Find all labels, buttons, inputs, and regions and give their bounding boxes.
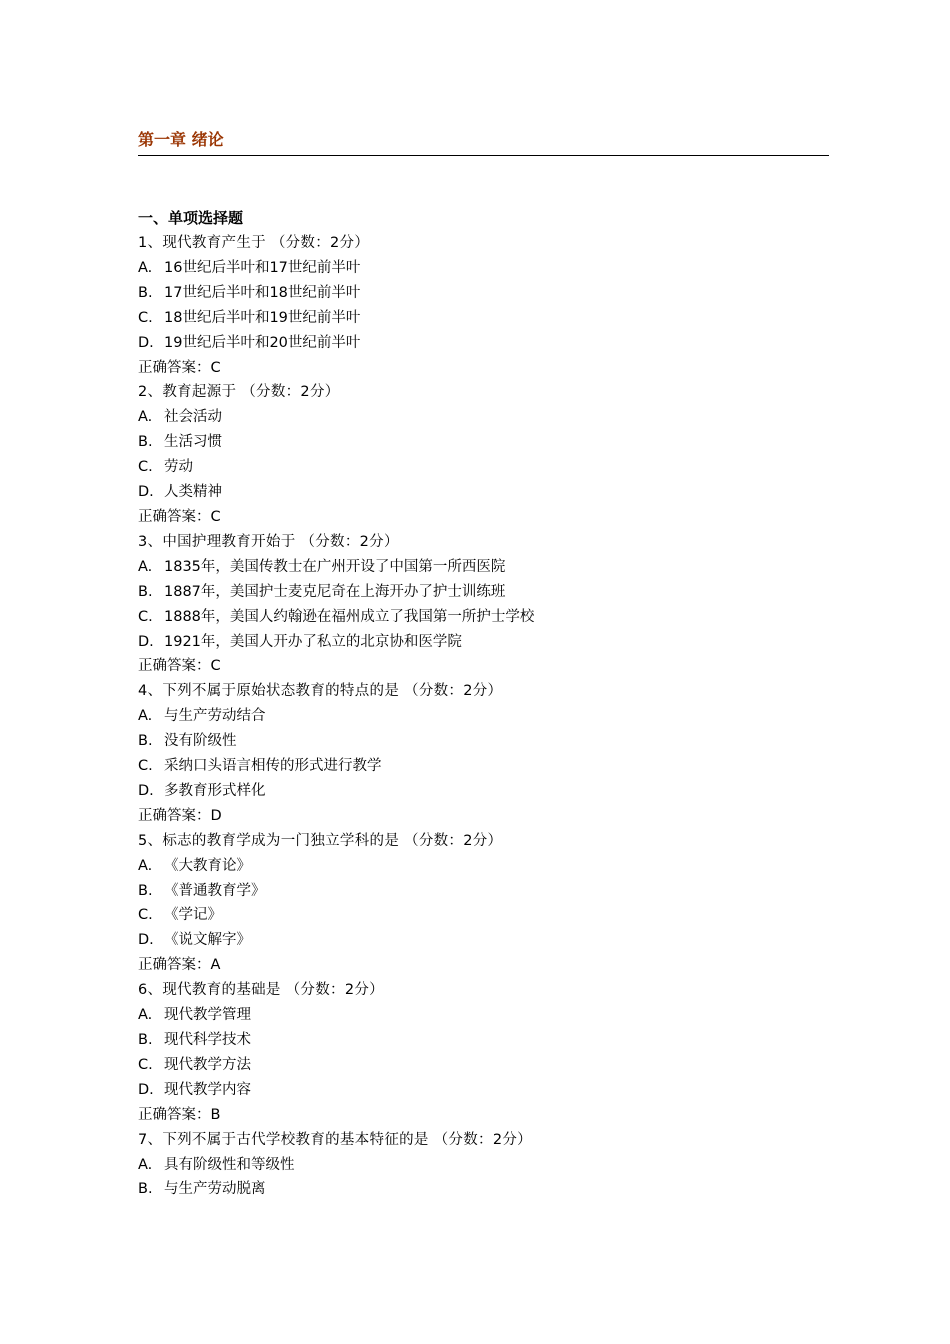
option-letter: D. (138, 1081, 154, 1098)
option-text: 《大教育论》 (164, 857, 251, 874)
option-letter: D. (138, 932, 154, 949)
option-text: 16世纪后半叶和17世纪前半叶 (164, 259, 361, 276)
option-letter: C. (138, 309, 153, 326)
option-letter: D. (138, 633, 154, 650)
answer-option (138, 704, 534, 729)
option-letter: B. (138, 434, 153, 451)
answer-option (138, 779, 534, 804)
option-text: 《学记》 (164, 907, 222, 924)
question-stem: 1、现代教育产生于 （分数：2分） (138, 235, 370, 251)
section-title: 一、单项选择题 (138, 209, 244, 227)
answer-option (138, 1028, 534, 1053)
answer-option (138, 580, 534, 605)
answer-option (138, 555, 534, 580)
option-text: 1888年，美国人约翰逊在福州成立了我国第一所护士学校 (164, 608, 535, 625)
answer-option (138, 729, 534, 754)
correct-answer: 正确答案：C (138, 359, 221, 376)
answer-option (138, 331, 534, 356)
answer-option (138, 430, 534, 455)
option-text: 社会活动 (164, 409, 222, 426)
option-text: 1921年，美国人开办了私立的北京协和医学院 (164, 633, 462, 650)
option-text: 现代教学管理 (164, 1007, 251, 1024)
correct-answer: 正确答案：D (138, 807, 222, 824)
chapter-title: 第一章 绪论 (138, 130, 224, 149)
option-letter: A. (138, 558, 153, 575)
option-letter: B. (138, 1032, 153, 1048)
option-text: 现代教学内容 (164, 1081, 251, 1098)
option-text: 18世纪后半叶和19世纪前半叶 (164, 309, 361, 326)
option-text: 人类精神 (164, 484, 222, 501)
option-letter: B. (138, 882, 153, 899)
option-text: 19世纪后半叶和20世纪前半叶 (164, 334, 361, 351)
answer-option (138, 854, 534, 879)
question-stem: 6、现代教育的基础是 （分数：2分） (138, 982, 384, 999)
option-letter: C. (138, 1056, 153, 1073)
option-letter: A. (138, 857, 153, 874)
question-stem: 4、下列不属于原始状态教育的特点的是 （分数：2分） (138, 683, 503, 700)
option-text: 《说文解字》 (164, 932, 251, 949)
answer-option (138, 754, 534, 779)
answer-option (138, 879, 534, 904)
answer-option (138, 1078, 534, 1103)
option-text: 采纳口头语言相传的形式进行教学 (164, 758, 382, 775)
answer-option (138, 455, 534, 480)
option-text: 与生产劳动脱离 (164, 1181, 266, 1198)
option-text: 劳动 (164, 459, 193, 476)
answer-option (138, 1177, 534, 1202)
option-letter: A. (138, 259, 153, 276)
option-letter: C. (138, 459, 153, 476)
answer-option (138, 903, 534, 928)
option-text: 17世纪后半叶和18世纪前半叶 (164, 284, 361, 301)
question-list (138, 231, 534, 1202)
answer-option (138, 928, 534, 953)
option-letter: C. (138, 907, 153, 924)
correct-answer: 正确答案：C (138, 658, 221, 675)
option-text: 现代科学技术 (164, 1032, 251, 1048)
option-text: 没有阶级性 (164, 733, 237, 750)
answer-option (138, 256, 534, 281)
answer-option (138, 1053, 534, 1078)
option-text: 《普通教育学》 (164, 882, 266, 899)
question-stem: 5、标志的教育学成为一门独立学科的是 （分数：2分） (138, 832, 503, 849)
correct-answer: 正确答案：A (138, 957, 221, 974)
answer-option (138, 605, 534, 630)
option-letter: C. (138, 608, 153, 625)
correct-answer: 正确答案：B (138, 1106, 221, 1123)
option-letter: B. (138, 1181, 153, 1198)
answer-option (138, 405, 534, 430)
option-letter: B. (138, 733, 153, 750)
answer-option (138, 306, 534, 331)
answer-option (138, 281, 534, 306)
question-stem: 7、下列不属于古代学校教育的基本特征的是 （分数：2分） (138, 1131, 532, 1148)
option-letter: D. (138, 484, 154, 501)
option-letter: D. (138, 782, 154, 799)
option-letter: C. (138, 758, 153, 775)
option-letter: D. (138, 334, 154, 351)
option-text: 多教育形式样化 (164, 782, 266, 799)
option-text: 1835年，美国传教士在广州开设了中国第一所西医院 (164, 558, 506, 575)
option-text: 现代教学方法 (164, 1056, 251, 1073)
option-text: 具有阶级性和等级性 (164, 1156, 295, 1173)
option-text: 1887年，美国护士麦克尼奇在上海开办了护士训练班 (164, 583, 506, 600)
option-letter: A. (138, 1007, 153, 1024)
option-letter: A. (138, 1156, 153, 1173)
answer-option (138, 1153, 534, 1178)
option-letter: A. (138, 708, 153, 725)
option-letter: B. (138, 284, 153, 301)
question-stem: 3、中国护理教育开始于 （分数：2分） (138, 533, 399, 550)
answer-option (138, 630, 534, 655)
question-stem: 2、教育起源于 （分数：2分） (138, 384, 340, 401)
option-text: 与生产劳动结合 (164, 708, 266, 725)
option-text: 生活习惯 (164, 434, 222, 451)
answer-option (138, 1003, 534, 1028)
option-letter: A. (138, 409, 153, 426)
option-letter: B. (138, 583, 153, 600)
chapter-divider (138, 155, 829, 156)
correct-answer: 正确答案：C (138, 508, 221, 525)
answer-option (138, 480, 534, 505)
